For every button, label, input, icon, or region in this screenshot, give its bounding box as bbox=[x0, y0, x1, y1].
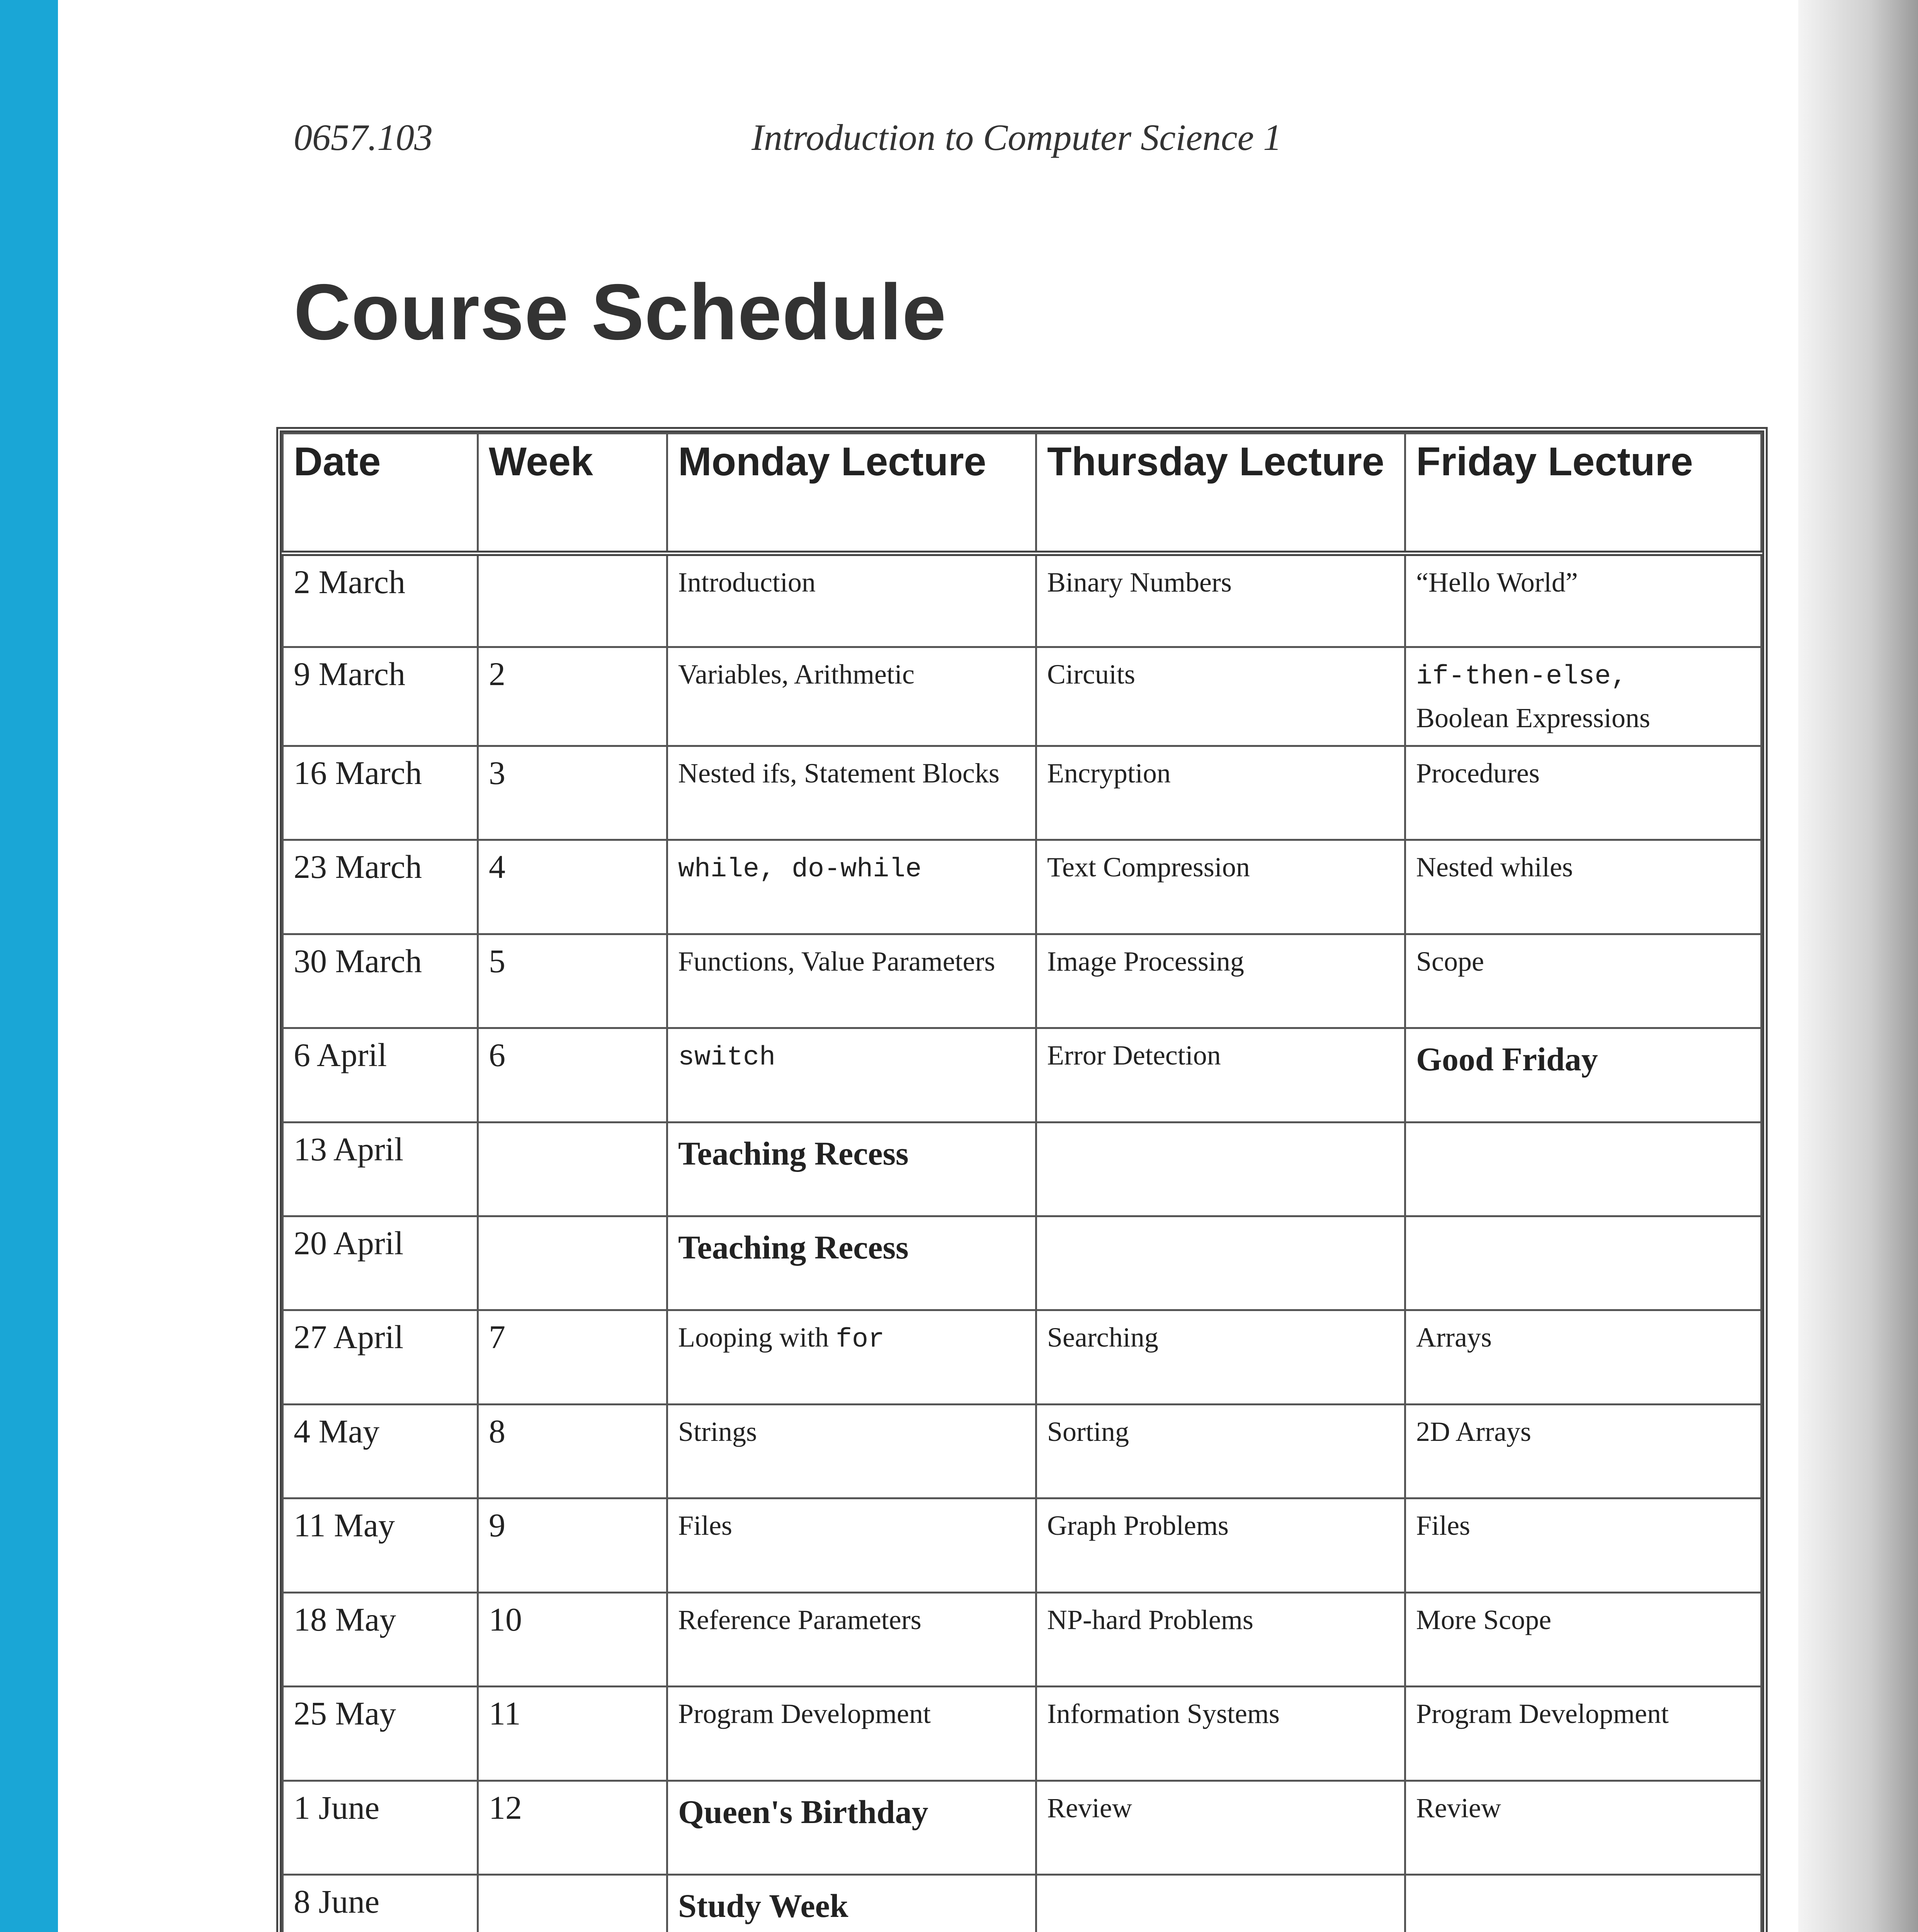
week-text: 7 bbox=[489, 1318, 505, 1356]
cell-monday bbox=[667, 1028, 1036, 1122]
cell-friday bbox=[1405, 1874, 1762, 1932]
thursday-text: Sorting bbox=[1047, 1416, 1129, 1447]
cell-date bbox=[283, 553, 478, 647]
cell-date bbox=[283, 1404, 478, 1498]
column-header-date: Date bbox=[283, 434, 478, 553]
cell-week bbox=[478, 934, 667, 1028]
cell-thursday bbox=[1036, 1216, 1405, 1310]
cell-date bbox=[283, 1498, 478, 1592]
monday-bold-text: Queen's Birthday bbox=[678, 1793, 928, 1830]
monday-bold-text: Teaching Recess bbox=[678, 1229, 909, 1266]
monday-text: Introduction bbox=[678, 566, 816, 598]
monday-text: Program Development bbox=[678, 1698, 931, 1730]
cell-date bbox=[283, 746, 478, 840]
cell-week bbox=[478, 1874, 667, 1932]
cell-date bbox=[283, 1781, 478, 1874]
page-edge-left bbox=[0, 0, 58, 1932]
date-text: 1 June bbox=[294, 1789, 380, 1826]
cell-week bbox=[478, 1781, 667, 1874]
page-title: Course Schedule bbox=[294, 268, 947, 356]
cell-thursday bbox=[1036, 553, 1405, 647]
table-row bbox=[283, 647, 1762, 746]
cell-thursday bbox=[1036, 1781, 1405, 1874]
date-text: 23 March bbox=[294, 848, 422, 886]
cell-friday bbox=[1405, 1781, 1762, 1874]
table-row bbox=[283, 1310, 1762, 1404]
cell-date bbox=[283, 934, 478, 1028]
column-header-friday: Friday Lecture bbox=[1405, 434, 1762, 553]
friday-text: 2D Arrays bbox=[1416, 1416, 1531, 1447]
table-row bbox=[283, 746, 1762, 840]
cell-friday bbox=[1405, 840, 1762, 934]
cell-week bbox=[478, 1122, 667, 1216]
cell-week bbox=[478, 746, 667, 840]
date-text: 30 March bbox=[294, 942, 422, 980]
cell-week bbox=[478, 1216, 667, 1310]
cell-thursday bbox=[1036, 1310, 1405, 1404]
cell-thursday bbox=[1036, 1122, 1405, 1216]
friday-text: Program Development bbox=[1416, 1698, 1669, 1730]
monday-text: Variables, Arithmetic bbox=[678, 659, 915, 690]
cell-week bbox=[478, 1687, 667, 1781]
cell-friday bbox=[1405, 1028, 1762, 1122]
cell-date bbox=[283, 1028, 478, 1122]
date-text: 11 May bbox=[294, 1507, 395, 1544]
cell-thursday bbox=[1036, 840, 1405, 934]
friday-text: Boolean Expressions bbox=[1416, 702, 1650, 734]
week-text: 4 bbox=[489, 848, 505, 886]
thursday-text: NP-hard Problems bbox=[1047, 1604, 1253, 1635]
cell-week bbox=[478, 1310, 667, 1404]
cell-week bbox=[478, 1028, 667, 1122]
cell-monday bbox=[667, 1874, 1036, 1932]
table-row bbox=[283, 1781, 1762, 1874]
column-header-thursday: Thursday Lecture bbox=[1036, 434, 1405, 553]
week-text: 2 bbox=[489, 655, 505, 693]
cell-thursday bbox=[1036, 1592, 1405, 1686]
cell-friday bbox=[1405, 1498, 1762, 1592]
cell-week bbox=[478, 647, 667, 746]
friday-text: More Scope bbox=[1416, 1604, 1551, 1635]
cell-date bbox=[283, 1592, 478, 1686]
date-text: 6 April bbox=[294, 1036, 387, 1074]
table-row bbox=[283, 1216, 1762, 1310]
cell-date bbox=[283, 1687, 478, 1781]
cell-thursday bbox=[1036, 1498, 1405, 1592]
date-text: 27 April bbox=[294, 1318, 404, 1356]
monday-text: Functions, Value Parameters bbox=[678, 946, 995, 977]
cell-friday bbox=[1405, 1122, 1762, 1216]
friday-text: Procedures bbox=[1416, 757, 1540, 789]
cell-monday bbox=[667, 1404, 1036, 1498]
cell-friday bbox=[1405, 934, 1762, 1028]
cell-thursday bbox=[1036, 1028, 1405, 1122]
cell-date bbox=[283, 647, 478, 746]
table-row bbox=[283, 1592, 1762, 1686]
schedule-table bbox=[282, 432, 1762, 1932]
monday-bold-text: Study Week bbox=[678, 1887, 848, 1924]
cell-monday bbox=[667, 553, 1036, 647]
date-text: 2 March bbox=[294, 563, 405, 600]
cell-monday bbox=[667, 1310, 1036, 1404]
week-text: 9 bbox=[489, 1507, 505, 1544]
cell-week bbox=[478, 1592, 667, 1686]
course-title: Introduction to Computer Science 1 bbox=[752, 117, 1282, 158]
cell-date bbox=[283, 840, 478, 934]
thursday-text: Encryption bbox=[1047, 757, 1171, 789]
cell-date bbox=[283, 1310, 478, 1404]
cell-date bbox=[283, 1122, 478, 1216]
date-text: 9 March bbox=[294, 655, 405, 693]
week-text: 8 bbox=[489, 1412, 505, 1450]
header-row bbox=[283, 434, 1762, 553]
table-row bbox=[283, 934, 1762, 1028]
thursday-text: Searching bbox=[1047, 1322, 1158, 1353]
table-row bbox=[283, 840, 1762, 934]
cell-week bbox=[478, 1404, 667, 1498]
thursday-text: Image Processing bbox=[1047, 946, 1244, 977]
cell-thursday bbox=[1036, 746, 1405, 840]
week-text: 5 bbox=[489, 942, 505, 980]
cell-week bbox=[478, 1498, 667, 1592]
friday-text: Files bbox=[1416, 1510, 1471, 1541]
friday-text: Scope bbox=[1416, 946, 1484, 977]
monday-bold-text: Teaching Recess bbox=[678, 1134, 909, 1172]
cell-week bbox=[478, 840, 667, 934]
friday-text: “Hello World” bbox=[1416, 566, 1578, 598]
monday-text: Strings bbox=[678, 1416, 757, 1447]
cell-monday bbox=[667, 1687, 1036, 1781]
cell-friday bbox=[1405, 647, 1762, 746]
friday-text: Nested whiles bbox=[1416, 852, 1573, 883]
cell-friday bbox=[1405, 746, 1762, 840]
cell-monday bbox=[667, 1498, 1036, 1592]
table-row bbox=[283, 553, 1762, 647]
monday-code-text: while, do-while bbox=[678, 854, 922, 885]
cell-monday bbox=[667, 746, 1036, 840]
cell-friday bbox=[1405, 553, 1762, 647]
cell-date bbox=[283, 1216, 478, 1310]
date-text: 4 May bbox=[294, 1412, 380, 1450]
table-row bbox=[283, 1687, 1762, 1781]
cell-friday bbox=[1405, 1687, 1762, 1781]
thursday-text: Text Compression bbox=[1047, 852, 1250, 883]
thursday-text: Graph Problems bbox=[1047, 1510, 1229, 1541]
monday-text: Files bbox=[678, 1510, 733, 1541]
cell-monday bbox=[667, 840, 1036, 934]
week-text: 6 bbox=[489, 1036, 505, 1074]
date-text: 13 April bbox=[294, 1130, 404, 1168]
cell-monday bbox=[667, 647, 1036, 746]
friday-text: Review bbox=[1416, 1792, 1501, 1823]
thursday-text: Error Detection bbox=[1047, 1040, 1221, 1071]
thursday-text: Circuits bbox=[1047, 659, 1135, 690]
column-header-monday: Monday Lecture bbox=[667, 434, 1036, 553]
cell-thursday bbox=[1036, 1874, 1405, 1932]
friday-text: Arrays bbox=[1416, 1322, 1492, 1353]
cell-thursday bbox=[1036, 1687, 1405, 1781]
monday-text: Looping with bbox=[678, 1322, 836, 1353]
cell-monday bbox=[667, 934, 1036, 1028]
friday-code-text: if-then-else, bbox=[1416, 662, 1627, 692]
table-row bbox=[283, 1874, 1762, 1932]
friday-bold-text: Good Friday bbox=[1416, 1041, 1598, 1078]
date-text: 18 May bbox=[294, 1600, 396, 1638]
monday-code-text: for bbox=[836, 1325, 885, 1355]
cell-thursday bbox=[1036, 1404, 1405, 1498]
date-text: 8 June bbox=[294, 1883, 380, 1920]
monday-code-text: switch bbox=[678, 1043, 776, 1073]
cell-monday bbox=[667, 1781, 1036, 1874]
date-text: 20 April bbox=[294, 1225, 404, 1262]
monday-text: Nested ifs, Statement Blocks bbox=[678, 757, 1000, 789]
schedule-body bbox=[283, 553, 1762, 1932]
cell-week bbox=[478, 553, 667, 647]
course-code: 0657.103 bbox=[294, 117, 433, 158]
cell-friday bbox=[1405, 1404, 1762, 1498]
column-header-week: Week bbox=[478, 434, 667, 553]
date-text: 16 March bbox=[294, 754, 422, 791]
cell-thursday bbox=[1036, 934, 1405, 1028]
cell-monday bbox=[667, 1122, 1036, 1216]
monday-text: Reference Parameters bbox=[678, 1604, 922, 1635]
table-row bbox=[283, 1498, 1762, 1592]
week-text: 3 bbox=[489, 754, 505, 791]
date-text: 25 May bbox=[294, 1695, 396, 1732]
week-text: 11 bbox=[489, 1695, 521, 1732]
schedule-table-frame bbox=[276, 427, 1768, 1932]
week-text: 12 bbox=[489, 1789, 522, 1826]
thursday-text: Information Systems bbox=[1047, 1698, 1280, 1730]
table-row bbox=[283, 1404, 1762, 1498]
table-row bbox=[283, 1028, 1762, 1122]
cell-thursday bbox=[1036, 647, 1405, 746]
week-text: 10 bbox=[489, 1600, 522, 1638]
thursday-text: Binary Numbers bbox=[1047, 566, 1232, 598]
page-edge-right bbox=[1798, 0, 1918, 1932]
cell-friday bbox=[1405, 1310, 1762, 1404]
cell-monday bbox=[667, 1592, 1036, 1686]
cell-monday bbox=[667, 1216, 1036, 1310]
thursday-text: Review bbox=[1047, 1792, 1132, 1823]
cell-friday bbox=[1405, 1216, 1762, 1310]
cell-date bbox=[283, 1874, 478, 1932]
table-row bbox=[283, 1122, 1762, 1216]
cell-friday bbox=[1405, 1592, 1762, 1686]
